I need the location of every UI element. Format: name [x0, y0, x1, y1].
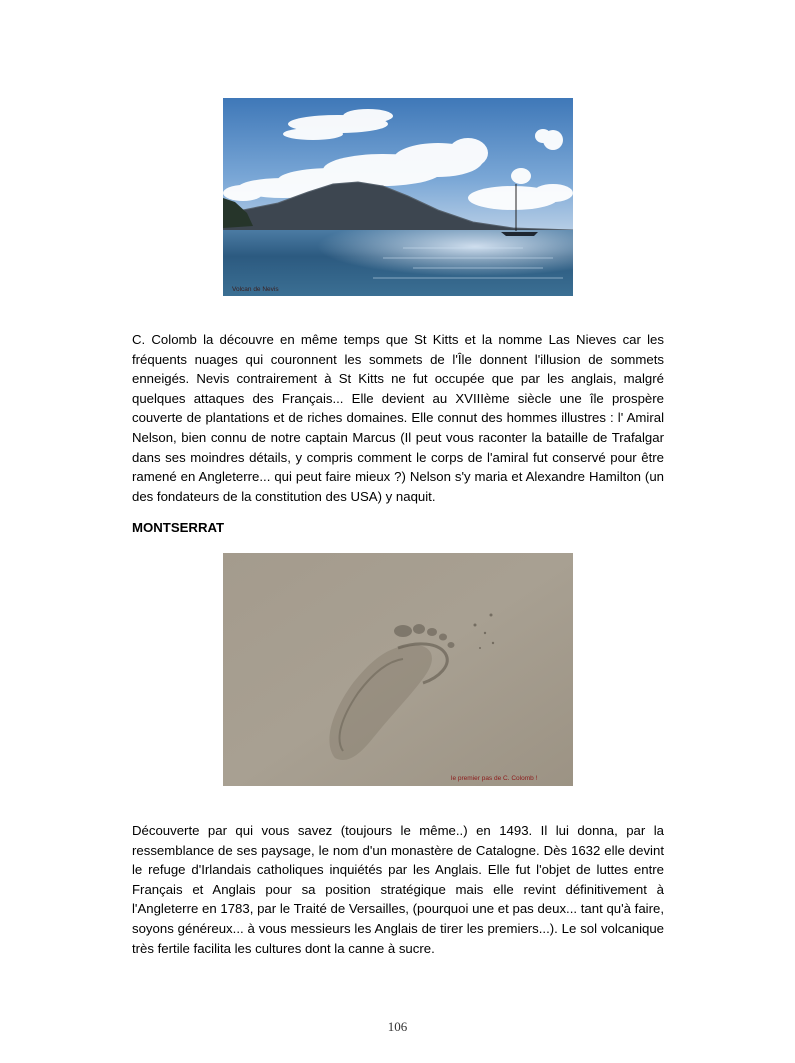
section-heading-montserrat: MONTSERRAT: [132, 520, 225, 535]
footprint-photo: [223, 553, 573, 786]
nevis-volcano-image: [223, 98, 573, 296]
footprint-image: [223, 553, 573, 786]
page-number: 106: [387, 1019, 408, 1034]
paragraph-montserrat: Découverte par qui vous savez (toujours le même..) en 1493. Il lui donna, par la ressemblance de ses paysage, le nom d'un monastère de Catalogne. Dès 1632 elle devint le refuge d'Irlandais catholiques inquiétés par les Anglais. Elle fut l'objet de luttes entre Français et Anglais pour sa position stratégique mais elle revint définitivement à l'Angleterre en 1783, par le Traité de Versailles, (pourquoi une et pas deux... tant qu'à faire, soyons généreux... à vous messieurs les Anglais de tirer les premiers...). Le sol volcanique très fertile facilita les cultures dont la canne à sucre.: [132, 823, 664, 956]
photo2-caption: le premier pas de C. Colomb !: [451, 775, 538, 782]
photo1-caption: Volcan de Nevis: [232, 286, 279, 293]
paragraph-nevis: C. Colomb la découvre en même temps que St Kitts et la nomme Las Nieves car les fréquents nuages qui couronnent les sommets de l'Île donnent l'illusion de sommets enneigés. Nevis contrairement à St Kitts ne fut occupée que par les anglais, malgré quelques attaques des Français... Elle devient au XVIIIème siècle une île prospère couverte de plantations et de riches domaines. Elle connut des hommes illustres : l' Amiral Nelson, bien connu de notre captain Marcus (Il peut vous raconter la bataille de Trafalgar dans ses moindres détails, y compris comment le corps de l'amiral fut conservé pour être ramené en Angleterre... qui peut faire mieux ?) Nelson s'y maria et Alexandre Hamilton (un des fondateurs de la constitution des USA) y naquit.: [132, 332, 664, 504]
nevis-volcano-photo: [223, 98, 573, 296]
